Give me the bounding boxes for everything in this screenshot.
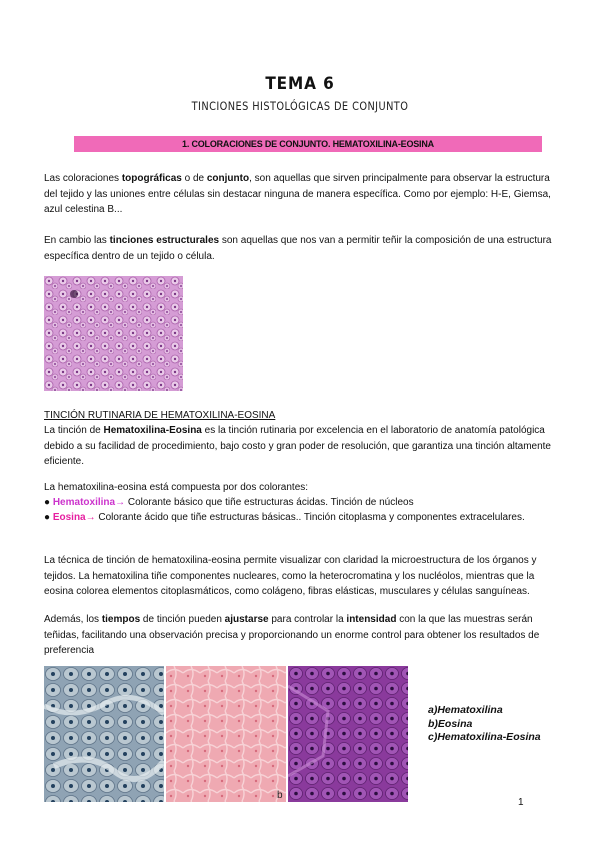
paragraph-colorantes: La hematoxilina-eosina está compuesta por dos colorantes: bbox=[44, 482, 309, 493]
page-title: TEMA 6 bbox=[265, 74, 335, 94]
bullet-hematoxilina: ● Hematoxilina→ Colorante básico que tiñe estructuras ácidas. Tinción de núcleos bbox=[44, 497, 414, 508]
paragraph-estructurales: En cambio las tinciones estructurales son aquellas que nos van a permitir teñir la composición de una estructura específica dentro de un tejido o célula. bbox=[44, 235, 552, 262]
histology-panel-hematoxilina bbox=[44, 666, 164, 802]
term-intensidad: intensidad bbox=[346, 614, 397, 625]
term-tinciones-estructurales: tinciones estructurales bbox=[109, 235, 220, 246]
legend-item-a: a)Hematoxilina bbox=[428, 704, 503, 716]
panel-label: b bbox=[277, 790, 283, 801]
bullet-eosina: ● Eosina→ Colorante ácido que tiñe estructuras básicas.. Tinción citoplasma y componentes extracelulares. bbox=[44, 512, 525, 523]
histology-panel-hematoxilina-eosina bbox=[288, 666, 408, 802]
term-eosina: Eosina bbox=[52, 512, 86, 523]
paragraph-hematoxilina-eosina: La tinción de Hematoxilina-Eosina es la tinción rutinaria por excelencia en el laboratorio de anatomía patológica debido a su facilidad de procedimiento, bajo costo y gran poder de resolución, que garantiza una tinción altamente eficiente. bbox=[44, 425, 551, 467]
histology-panel-eosina bbox=[166, 666, 286, 802]
subheading-tincion-rutinaria: TINCIÓN RUTINARIA DE HEMATOXILINA-EOSINA bbox=[44, 410, 276, 421]
paragraph-tecnica: La técnica de tinción de hematoxilina-eosina permite visualizar con claridad la microestructura de los órganos y tejidos. La hematoxilina tiñe componentes nucleares, como la heterocromatina y los nucléolos, mientras que la eosina colorea elementos citoplasmáticos, como colágeno, fibras elásticas, musculares y células sanguíneas. bbox=[44, 555, 537, 597]
histology-image-structural bbox=[44, 276, 183, 391]
arrow-icon: → bbox=[85, 512, 96, 523]
figure-legend bbox=[428, 704, 541, 745]
paragraph-tiempos: Además, los tiempos de tinción pueden ajustarse para controlar la intensidad con la que las muestras serán teñidas, facilitando una observación precisa y proporcionando un enorme control para obtener los resultados de preferencia bbox=[44, 614, 540, 656]
term-conjunto: conjunto bbox=[206, 173, 250, 184]
section-heading: 1. COLORACIONES DE CONJUNTO. HEMATOXILINA-EOSINA bbox=[182, 139, 434, 149]
paragraph-topograficas: Las coloraciones topográficas o de conjunto, son aquellas que sirven principalmente para observar la estructura del tejido y las uniones entre células sin destacar ninguna de manera específica. Como por ejemplo: H-E, Giemsa, azul celestina B... bbox=[44, 173, 551, 215]
term-hematoxilina-eosina: Hematoxilina-Eosina bbox=[103, 425, 202, 436]
term-hematoxilina: Hematoxilina bbox=[52, 497, 116, 508]
term-ajustarse: ajustarse bbox=[224, 614, 269, 625]
section-heading-bar bbox=[74, 136, 542, 152]
legend-item-c: c)Hematoxilina-Eosina bbox=[428, 731, 541, 743]
legend-item-b: b)Eosina bbox=[428, 717, 473, 730]
term-topograficas: topográficas bbox=[121, 173, 182, 184]
page-subtitle: TINCIONES HISTOLÓGICAS DE CONJUNTO bbox=[191, 99, 409, 113]
page-number: 1 bbox=[518, 797, 524, 808]
term-tiempos: tiempos bbox=[101, 614, 141, 625]
arrow-icon: → bbox=[115, 497, 126, 508]
